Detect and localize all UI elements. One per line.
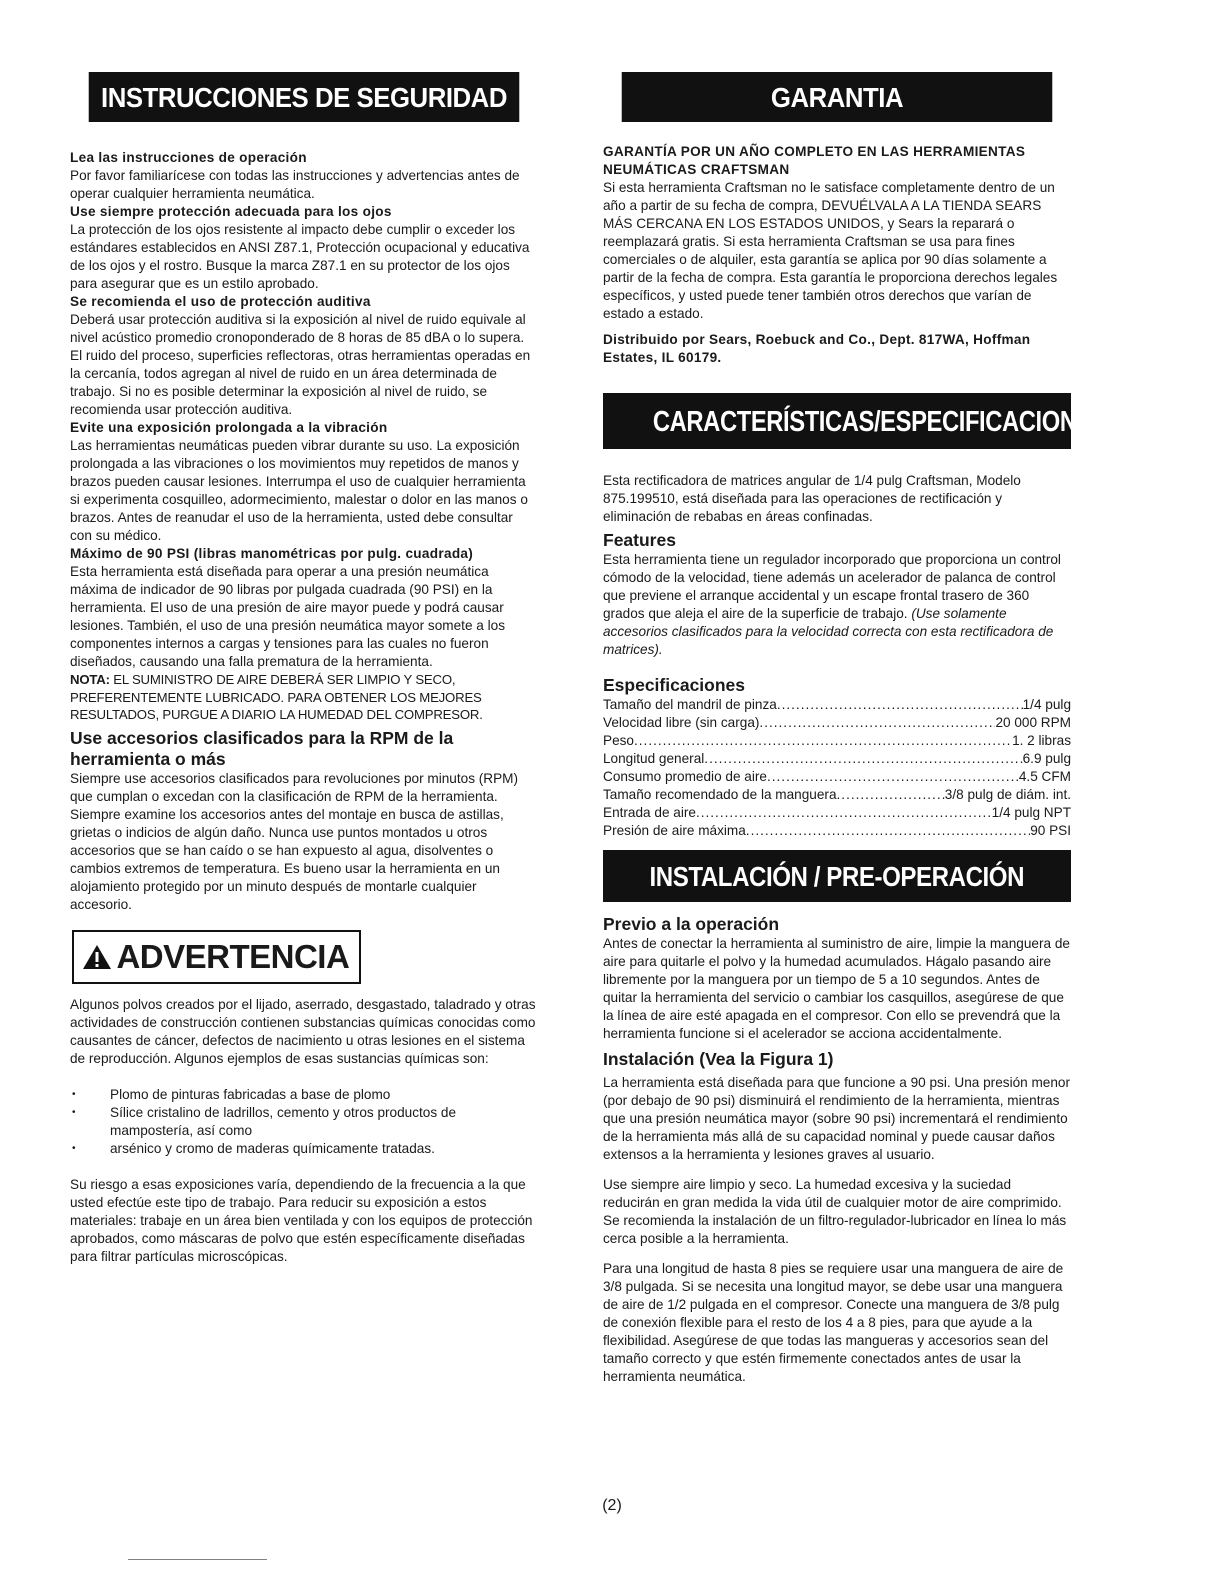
install-paragraph: Use siempre aire limpio y seco. La humedad excesiva y la suciedad reducirán en gran medida la vida útil de cualquier motor de aire comprimido. Se recomienda la instalación de un filtro-regulador-lubricador en línea lo más cerca posible a la herramienta. — [603, 1177, 1067, 1246]
section-heading: Se recomienda el uso de protección auditiva — [70, 294, 371, 309]
footer-divider — [128, 1559, 267, 1560]
accessories-body: Siempre use accesorios clasificados para revoluciones por minutos (RPM) que cumplan o excedan con la clasificación de RPM de la herramienta. Siempre examine los accesorios antes del montaje en busca de astillas, grietas o indicios de algún daño. Nunca use puntos montados u otros accesorios que se han caído o se han expuesto al agua, disolventes o cambios extremos de temperatura. Es bueno usar la herramienta en un alojamiento protegido por un minuto después de montarle cualquier accesorio. — [70, 770, 519, 912]
install-heading: Instalación (Vea la Figura 1) — [603, 1049, 834, 1069]
spec-row — [603, 768, 1071, 786]
section-heading: Máximo de 90 PSI (libras manométricas por pulg. cuadrada) — [70, 546, 474, 561]
accessories-heading: Use accesorios clasificados para la RPM de la herramienta o más — [70, 727, 454, 769]
section-body: Esta herramienta está diseñada para operar a una presión neumática máxima de indicador de 90 libras por pulgada cuadrada (90 PSI) en la herramienta. El uso de una presión de aire mayor puede y podrá causar lesiones. También, el uso de una presión neumática mayor somete a los componentes internos a cargas y tensiones para las cuales no fueron diseñados, causando una falla prematura de la herramienta. — [70, 564, 505, 669]
section-body: Las herramientas neumáticas pueden vibrar durante su uso. La exposición prolongada a las vibraciones o los movimientos muy repetidos de manos y brazos pueden causar lesiones. Interrumpa el uso de cualquier herramienta si experimenta cosquilleo, adormecimiento, malestar o dolor en las manos o brazos. Antes de reanudar el uso de la herramienta, usted debe consultar con su médico. — [70, 438, 528, 543]
spec-value: 1/4 pulg — [1022, 697, 1071, 712]
note-text: EL SUMINISTRO DE AIRE DEBERÁ SER LIMPIO Y SECO, PREFERENTEMENTE LUBRICADO. PARA OBTENER LOS MEJORES RESULTADOS, PURGUE A DIARIO LA HUMEDAD DEL COMPRESOR. — [70, 672, 483, 722]
intro-text: Esta rectificadora de matrices angular de 1/4 pulg Craftsman, Modelo 875.199510, está diseñada para las operaciones de rectificación y eliminación de rebabas en áreas confinadas. — [603, 473, 1021, 524]
section-heading: Use siempre protección adecuada para los ojos — [70, 204, 392, 219]
note-label: NOTA: — [70, 672, 110, 687]
spec-row — [603, 732, 1071, 750]
left-column — [70, 72, 538, 1266]
specs-heading: Especificaciones — [603, 675, 746, 695]
install-banner — [603, 850, 1071, 902]
list-item: • Plomo de pinturas fabricadas a base de plomo — [70, 1086, 538, 1104]
features-text: Esta herramienta tiene un regulador incorporado que proporciona un control cómodo de la velocidad, tiene además un acelerador de palanca de control que previene el arranque accidental y un escape frontal trasero de 360 grados que aleja el aire de la superficie de trabajo. — [603, 552, 1061, 621]
spec-row — [603, 696, 1071, 714]
section-heading: Evite una exposición prolongada a la vibración — [70, 420, 388, 435]
section-body: Deberá usar protección auditiva si la exposición al nivel de ruido equivale al nivel acústico promedio cronoponderado de 8 horas de 85 dBA o lo supera. El ruido del proceso, superficies reflectoras, otras herramientas operadas en la cercanía, todos agregan al nivel de ruido en un área determinada de trabajo. Si no es posible determinar la exposición al nivel de ruido, se recomienda usar protección auditiva. — [70, 312, 531, 417]
warning-triangle-icon — [82, 944, 112, 970]
safety-sections — [70, 149, 538, 724]
list-item: • Sílice cristalino de ladrillos, cemento y otros productos de mampostería, así como — [70, 1104, 538, 1140]
specs-banner-text: CARACTERÍSTICAS/ESPECIFICACIONES — [652, 406, 1108, 438]
list-item: • arsénico y cromo de maderas químicamente tratadas. — [70, 1140, 538, 1158]
warning-box — [72, 930, 361, 984]
spec-row — [603, 750, 1071, 768]
spec-value: 1/4 pulg NPT — [991, 805, 1071, 820]
spec-value: 6.9 pulg — [1022, 751, 1071, 766]
spec-value: 90 PSI — [1030, 823, 1071, 838]
install-paragraph: La herramienta está diseñada para que funcione a 90 psi. Una presión menor (por debajo de 90 psi) disminuirá el rendimiento de la herramienta, mientras que una presión neumática mayor (sobre 90 psi) incrementará el rendimiento de la herramienta más allá de su capacidad nominal y puede causar daños extensos a la herramienta y lesiones graves al usuario. — [603, 1075, 1071, 1162]
warning-title: ADVERTENCIA — [116, 937, 350, 975]
spec-value: 1. 2 libras — [1012, 733, 1071, 748]
spec-label: Tamaño recomendado de la manguera — [603, 787, 837, 802]
features-note: (Use solamente accesorios clasificados para la velocidad correcta con esta rectificadora de matrices). — [603, 606, 1054, 657]
spec-value: 20 000 RPM — [995, 715, 1071, 730]
safety-banner: INSTRUCCIONES DE SEGURIDAD — [89, 72, 520, 122]
spec-row — [603, 804, 1071, 822]
prev-body: Antes de conectar la herramienta al suministro de aire, limpie la manguera de aire para quitarle el polvo y la humedad acumulados. Hágalo pasando aire libremente por la manguera por un tiempo de 5 a 10 segundos. Antes de quitar la herramienta del servicio o cambiar los casquillos, asegúrese de que la línea de aire esté apagada en el compresor. Con ello se prevendrá que la herramienta funcione si el acelerador se acciona accidentalmente. — [603, 936, 1070, 1041]
warranty-heading: GARANTÍA POR UN AÑO COMPLETO EN LAS HERRAMIENTAS NEUMÁTICAS CRAFTSMAN — [603, 144, 1026, 177]
spec-label: Consumo promedio de aire — [603, 769, 767, 784]
section-body: Por favor familiarícese con todas las instrucciones y advertencias antes de operar cualquier herramienta neumática. — [70, 168, 520, 201]
install-banner-text: INSTALACIÓN / PRE-OPERACIÓN — [649, 861, 1025, 892]
spec-label: Entrada de aire — [603, 805, 696, 820]
spec-row — [603, 822, 1071, 840]
spec-label: Velocidad libre (sin carga) — [603, 715, 760, 730]
section-body: La protección de los ojos resistente al impacto debe cumplir o exceder los estándares establecidos en ANSI Z87.1, Protección ocupacional y educativa de los ojos y el rostro. Busque la marca Z87.1 en su protector de los ojos para asegurar que es un estilo aprobado. — [70, 222, 530, 291]
distributor-text: Distribuido por Sears, Roebuck and Co., Dept. 817WA, Hoffman Estates, IL 60179. — [603, 332, 1031, 365]
install-paragraph: Para una longitud de hasta 8 pies se requiere usar una manguera de aire de 3/8 pulgada. Si se necesita una longitud mayor, se debe usar una manguera de aire de 1/2 pulgada en el compresor. Conecte una manguera de 3/8 pulg de conexión flexible para el resto de los 4 a 8 pies, para que ayude a la flexibilidad. Asegúrese de que todas las mangueras y accesorios sean del tamaño correcto y que estén firmemente conectados antes de usar la herramienta neumática. — [603, 1261, 1064, 1384]
features-heading: Features — [603, 530, 676, 550]
spec-label: Tamaño del mandril de pinza — [603, 697, 777, 712]
section-heading: Lea las instrucciones de operación — [70, 150, 307, 165]
spec-label: Peso — [603, 733, 634, 748]
specs-list — [603, 696, 1071, 840]
spec-value: 4.5 CFM — [1018, 769, 1071, 784]
warning-list — [70, 1086, 538, 1158]
warning-body: Algunos polvos creados por el lijado, aserrado, desgastado, taladrado y otras actividades de construcción contienen substancias químicas conocidas como causantes de cáncer, defectos de nacimiento u otras lesiones en el sistema de reproducción. Algunos ejemplos de esas sustancias químicas son: — [70, 996, 536, 1066]
warranty-body: Si esta herramienta Craftsman no le satisface completamente dentro de un año a partir de su fecha de compra, DEVUÉLVALA A LA TIENDA SEARS MÁS CERCANA EN LOS ESTADOS UNIDOS, y Sears la reparará o reemplazará gratis. Si esta herramienta Craftsman se usa para fines comerciales o de alquiler, esta garantía se aplica por 90 días solamente a partir de la fecha de compra. Esta garantía le proporciona derechos legales específicos, y usted puede tener también otros derechos que varían de estado a estado. — [603, 180, 1058, 321]
specs-banner — [603, 393, 1108, 449]
spec-row — [603, 786, 1071, 804]
spec-label: Presión de aire máxima — [603, 823, 746, 838]
features-body — [603, 551, 1071, 659]
right-column — [603, 72, 1108, 1386]
spec-label: Longitud general — [603, 751, 705, 766]
note-paragraph — [70, 671, 538, 724]
prev-heading: Previo a la operación — [603, 914, 780, 934]
spec-value: 3/8 pulg de diám. int. — [944, 787, 1071, 802]
warranty-banner: GARANTIA — [622, 72, 1053, 122]
warning-footer: Su riesgo a esas exposiciones varía, dependiendo de la frecuencia a la que usted efectúe este tipo de trabajo. Para reducir su exposición a estos materiales: trabaje en un área bien ventilada y con los equipos de protección aprobados, como máscaras de polvo que estén específicamente diseñadas para filtrar partículas microscópicas. — [70, 1176, 533, 1264]
spec-row — [603, 714, 1071, 732]
page-number: (2) — [602, 1497, 622, 1514]
